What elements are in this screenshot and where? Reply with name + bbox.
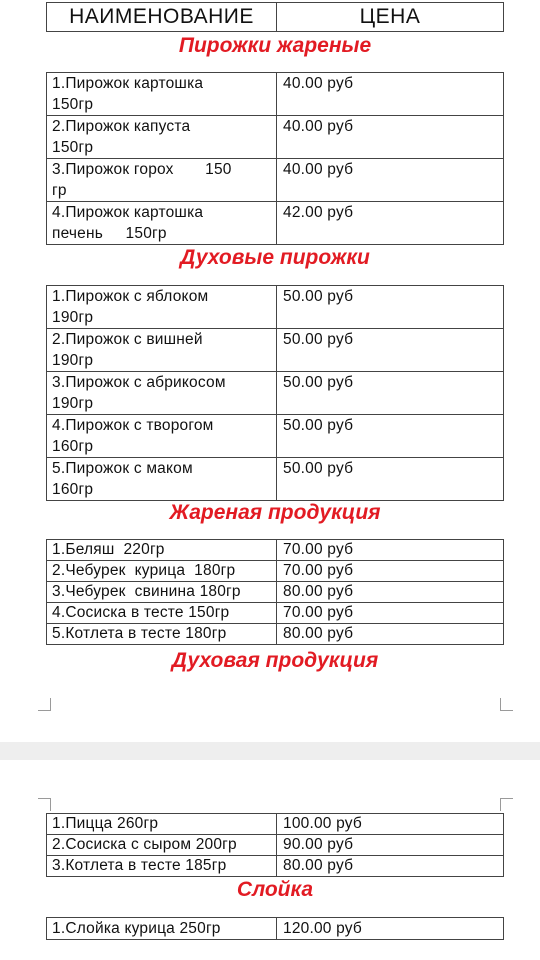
item-price: 100.00 руб <box>277 814 504 835</box>
table-row <box>47 582 504 603</box>
item-name: 3.Чебурек свинина 180гр <box>47 582 277 603</box>
section-title-baked-pies: Духовые пирожки <box>180 246 370 269</box>
item-name: 5.Котлета в тесте 180гр <box>47 624 277 645</box>
item-price: 80.00 руб <box>277 624 504 645</box>
table-row <box>47 540 504 561</box>
table-row <box>47 116 504 159</box>
item-price: 70.00 руб <box>277 540 504 561</box>
item-price: 70.00 руб <box>277 603 504 624</box>
item-name: 2.Пирожок капуста 150гр <box>47 116 277 159</box>
item-name: 3.Пирожок горох 150 гр <box>47 159 277 202</box>
item-price: 120.00 руб <box>277 918 504 940</box>
item-price: 80.00 руб <box>277 856 504 877</box>
item-name: 3.Пирожок с абрикосом 190гр <box>47 372 277 415</box>
item-name: 1.Пицца 260гр <box>47 814 277 835</box>
page-separator <box>0 742 540 760</box>
item-price: 90.00 руб <box>277 835 504 856</box>
page-margin-corner <box>38 798 51 811</box>
item-price: 50.00 руб <box>277 286 504 329</box>
item-name: 3.Котлета в тесте 185гр <box>47 856 277 877</box>
table-row <box>47 814 504 835</box>
menu-table-fried-pies <box>46 72 504 245</box>
table-row <box>47 73 504 116</box>
item-name: 2.Чебурек курица 180гр <box>47 561 277 582</box>
item-price: 50.00 руб <box>277 458 504 501</box>
price-column-header: ЦЕНА <box>277 3 504 32</box>
menu-table-baked-pies <box>46 285 504 501</box>
item-name: 1.Пирожок с яблоком 190гр <box>47 286 277 329</box>
menu-table-fried-products <box>46 539 504 645</box>
table-row <box>47 835 504 856</box>
item-price: 40.00 руб <box>277 159 504 202</box>
table-row <box>47 329 504 372</box>
section-title-fried-products: Жареная продукция <box>169 501 381 524</box>
item-price: 50.00 руб <box>277 415 504 458</box>
item-price: 42.00 руб <box>277 202 504 245</box>
item-name: 4.Пирожок с творогом 160гр <box>47 415 277 458</box>
table-row <box>47 624 504 645</box>
table-row <box>47 458 504 501</box>
table-row <box>47 202 504 245</box>
table-row <box>47 918 504 940</box>
page-margin-corner <box>500 698 513 711</box>
section-title-fried-pies: Пирожки жареные <box>178 34 372 57</box>
item-price: 50.00 руб <box>277 372 504 415</box>
section-title-baked-products: Духовая продукция <box>171 649 379 672</box>
name-column-header: НАИМЕНОВАНИЕ <box>47 3 277 32</box>
table-row <box>47 603 504 624</box>
item-price: 40.00 руб <box>277 73 504 116</box>
menu-table-baked-products <box>46 813 504 877</box>
table-row <box>47 561 504 582</box>
item-name: 4.Пирожок картошка печень 150гр <box>47 202 277 245</box>
menu-table-puff-pastry <box>46 917 504 940</box>
item-name: 1.Беляш 220гр <box>47 540 277 561</box>
page-margin-corner <box>38 698 51 711</box>
table-row <box>47 856 504 877</box>
item-name: 4.Сосиска в тесте 150гр <box>47 603 277 624</box>
item-price: 80.00 руб <box>277 582 504 603</box>
item-name: 1.Слойка курица 250гр <box>47 918 277 940</box>
item-name: 5.Пирожок с маком 160гр <box>47 458 277 501</box>
header-table <box>46 2 504 32</box>
item-price: 40.00 руб <box>277 116 504 159</box>
item-price: 70.00 руб <box>277 561 504 582</box>
document-page-2 <box>0 760 540 960</box>
page-margin-corner <box>500 798 513 811</box>
table-row <box>47 159 504 202</box>
table-row <box>47 415 504 458</box>
table-row <box>47 286 504 329</box>
item-price: 50.00 руб <box>277 329 504 372</box>
item-name: 1.Пирожок картошка 150гр <box>47 73 277 116</box>
item-name: 2.Сосиска с сыром 200гр <box>47 835 277 856</box>
table-row <box>47 372 504 415</box>
item-name: 2.Пирожок с вишней 190гр <box>47 329 277 372</box>
section-title-puff-pastry: Слойка <box>236 878 314 901</box>
